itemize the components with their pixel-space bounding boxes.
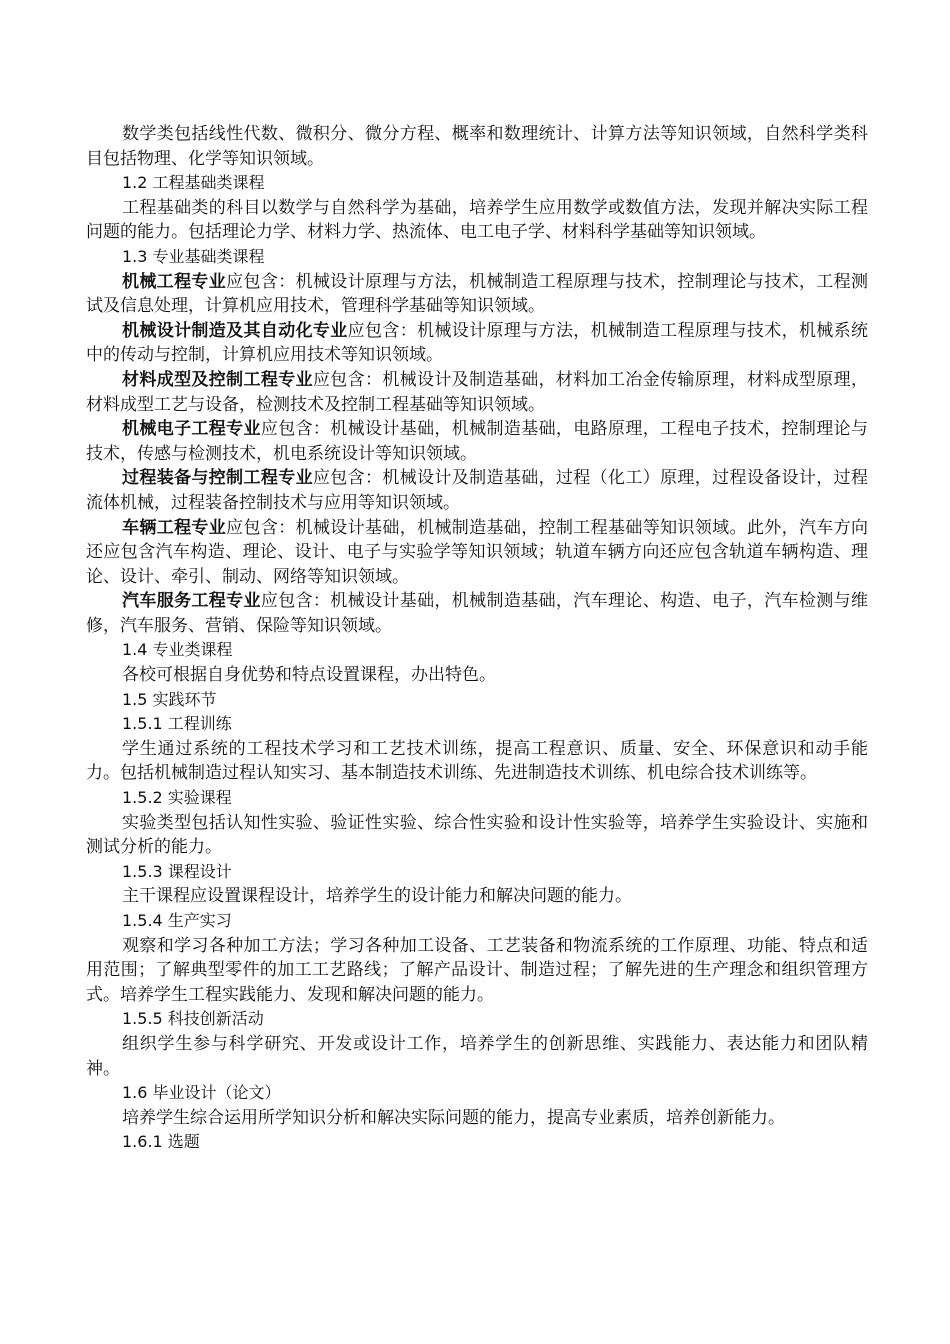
- heading-1-5-3: 1.5.3 课程设计: [122, 861, 232, 881]
- heading-1-5-4: 1.5.4 生产实习: [122, 911, 232, 930]
- paragraph-major-material-forming: 材料成型及控制工程专业应包含：机械设计及制造基础，材料加工冶金传输原理，材料成型原理，材料成型工艺与设备，检测技术及控制工程基础等知识领域。: [86, 369, 869, 415]
- paragraph-math-science: 数学类包括线性代数、微积分、微分方程、概率和数理统计、计算方法等知识领域，自然科学类科目包括物理、化学等知识领域。: [86, 124, 868, 169]
- heading-1-5: 1.5 实践环节: [122, 689, 217, 709]
- paragraph-innovation-activities: 组织学生参与科学研究、开发或设计工作，培养学生的创新思维、实践能力、表达能力和团队精神。: [86, 1033, 868, 1079]
- heading-1-4: 1.4 专业类课程: [122, 640, 233, 660]
- paragraph-major-process-equipment: 过程装备与控制工程专业应包含：机械设计及制造基础，过程（化工）原理，过程设备设计，过程流体机械，过程装备控制技术与应用等知识领域。: [86, 468, 869, 513]
- paragraph-major-mechatronics: 机械电子工程专业应包含：机械设计基础，机械制造基础，电路原理，工程电子技术，控制理论与技术，传感与检测技术，机电系统设计等知识领域。: [86, 419, 869, 464]
- heading-1-3: 1.3 专业基础类课程: [122, 246, 265, 266]
- paragraph-experiment-courses: 实验类型包括认知性实验、验证性实验、综合性实验和设计性实验等，培养学生实验设计、实施和测试分析的能力。: [86, 812, 868, 858]
- heading-1-6-1: 1.6.1 选题: [122, 1132, 200, 1152]
- paragraph-graduation-design: 培养学生综合运用所学知识分析和解决实际问题的能力，提高专业素质，培养创新能力。: [122, 1107, 785, 1128]
- paragraph-major-mechanical-design-automation: 机械设计制造及其自动化专业应包含：机械设计原理与方法，机械制造工程原理与技术，机械系统中的传动与控制，计算机应用技术等知识领域。: [86, 320, 869, 366]
- heading-1-5-5: 1.5.5 科技创新活动: [122, 1009, 264, 1029]
- paragraph-major-mechanical-engineering: 机械工程专业应包含：机械设计原理与方法，机械制造工程原理与技术，控制理论与技术，工程测试及信息处理，计算机应用技术，管理科学基础等知识领域。: [86, 271, 869, 317]
- paragraph-specialty-courses: 各校可根据自身优势和特点设置课程，办出特色。: [122, 665, 496, 686]
- paragraph-major-automotive-service: 汽车服务工程专业应包含：机械设计基础，机械制造基础，汽车理论、构造、电子，汽车检测与维修，汽车服务、营销、保险等知识领域。: [86, 591, 869, 636]
- heading-1-5-1: 1.5.1 工程训练: [122, 714, 232, 734]
- heading-1-2: 1.2 工程基础类课程: [122, 173, 265, 193]
- heading-1-6: 1.6 毕业设计（论文）: [122, 1083, 281, 1103]
- paragraph-course-design: 主干课程应设置课程设计，培养学生的设计能力和解决问题的能力。: [122, 886, 632, 907]
- paragraph-engineering-training: 学生通过系统的工程技术学习和工艺技术训练，提高工程意识、质量、安全、环保意识和动手能力。包括机械制造过程认知实习、基本制造技术训练、先进制造技术训练、机电综合技术训练等。: [86, 738, 868, 784]
- paragraph-major-vehicle-engineering: 车辆工程专业应包含：机械设计基础，机械制造基础，控制工程基础等知识领域。此外，汽车方向还应包含汽车构造、理论、设计、电子与实验学等知识领域；轨道车辆方向还应包含轨道车辆构造、理论、设计、牵引、制动、网络等知识领域。: [86, 517, 869, 587]
- heading-1-5-2: 1.5.2 实验课程: [122, 788, 232, 808]
- document-page: [86, 122, 868, 1155]
- paragraph-engineering-basics: 工程基础类的科目以数学与自然科学为基础，培养学生应用数学或数值方法，发现并解决实际工程问题的能力。包括理论力学、材料力学、热流体、电工电子学、材料科学基础等知识领域。: [86, 197, 868, 243]
- paragraph-production-internship: 观察和学习各种加工方法；学习各种加工设备、工艺装备和物流系统的工作原理、功能、特点和适用范围；了解典型零件的加工工艺路线；了解产品设计、制造过程；了解先进的生产理念和组织管理方式。培养学生工程实践能力、发现和解决问题的能力。: [86, 935, 868, 1005]
